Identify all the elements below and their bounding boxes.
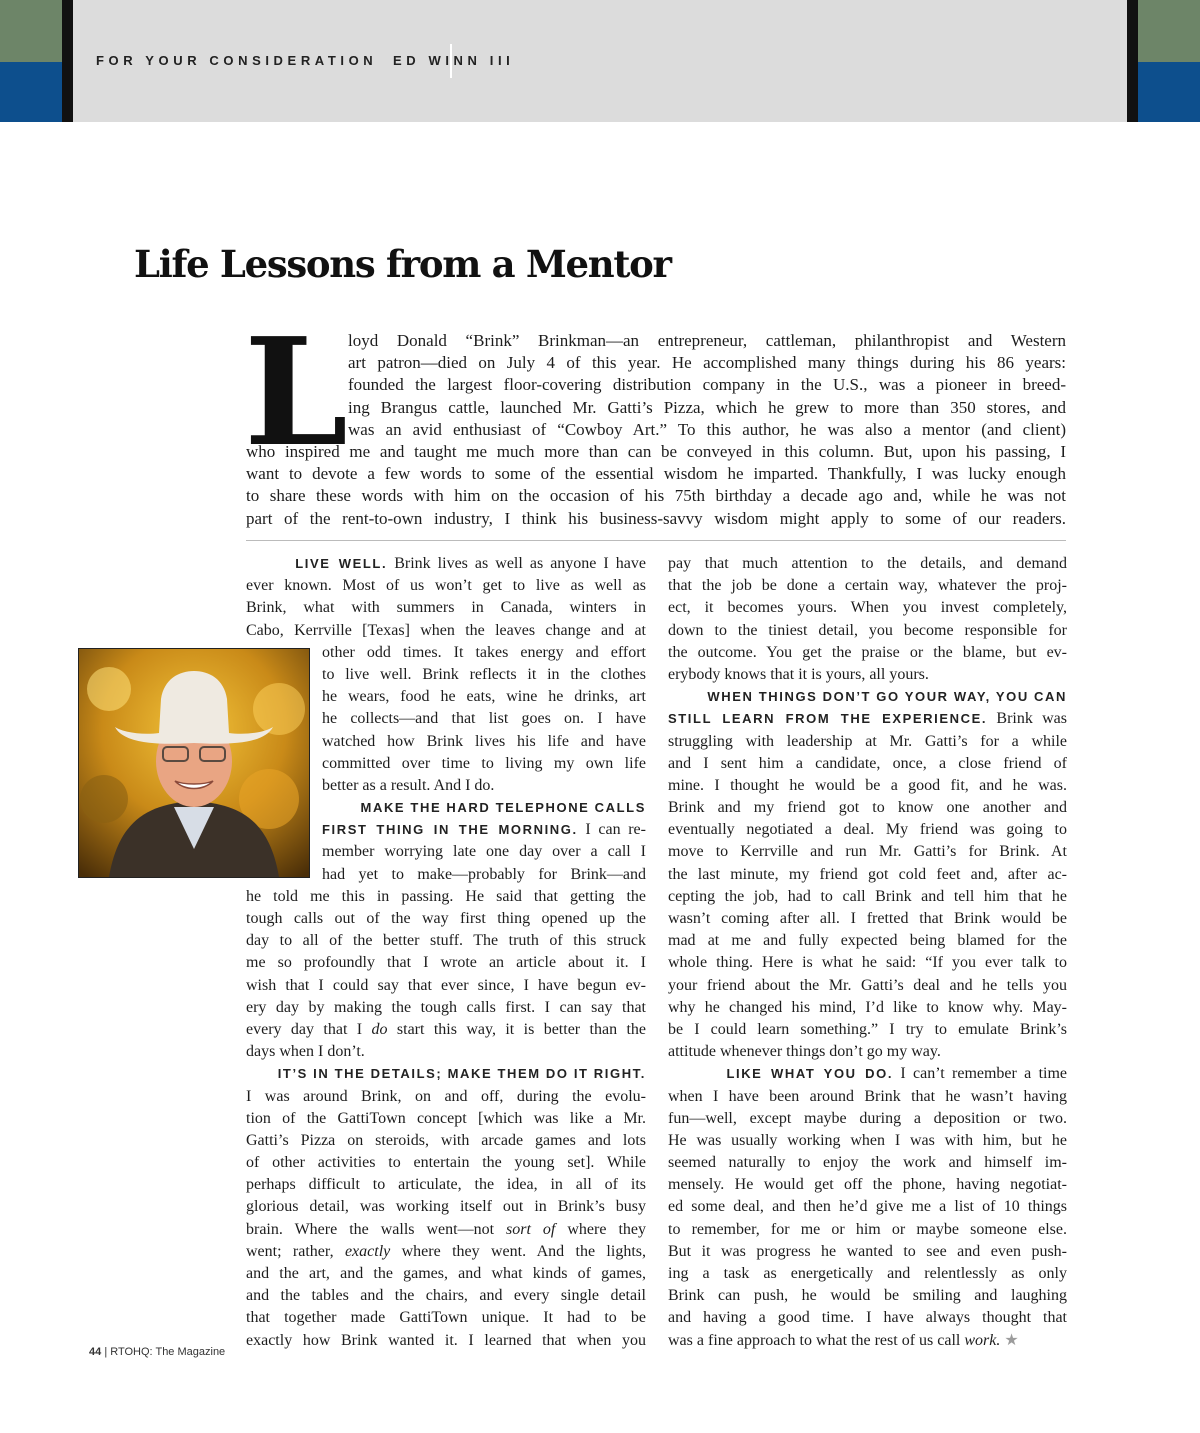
text-line: fun—well, except maybe during a deposition or two. [668, 1109, 1067, 1127]
text-line: FIRST THING IN THE MORNING. I can re- [322, 821, 646, 839]
text-line: watched how Brink lives his life and have [322, 732, 646, 750]
page-header [73, 0, 1127, 122]
column-right [668, 553, 1067, 1352]
text-line: tion of the GattiTown concept [which was like a Mr. [246, 1109, 646, 1127]
header-bar-left [62, 0, 73, 122]
text-line: Brink, what with summers in Canada, winters in [246, 599, 646, 617]
text-line: brain. Where the walls went—not sort of where they [246, 1220, 647, 1238]
text-line: whole thing. Here is what he said: “If you ever talk to [668, 954, 1067, 972]
text-line: He was usually working when I was with him, but he [668, 1131, 1067, 1149]
text-line: glorious detail, was working itself out in Brink’s busy [246, 1198, 646, 1216]
text-line: eventually negotiated a deal. My friend was going to [668, 821, 1067, 839]
intro-divider [246, 540, 1066, 541]
text-line: he collects—and that list goes on. I have [322, 710, 646, 728]
text-line: to remember, for me or him or maybe someone else. [668, 1220, 1067, 1238]
text-line: ever known. Most of us won’t get to live as well as [246, 577, 646, 595]
column-left [246, 553, 646, 1352]
text-line: the outcome. You get the praise or the blame, but ev- [668, 643, 1067, 661]
text-line: the last minute, my friend got cold feet and, after ac- [668, 865, 1067, 883]
corner-band-blue-right [1138, 62, 1200, 122]
text-line: member worrying late one day over a call I [322, 843, 646, 861]
text-line: and the tables and the chairs, and every single detail [246, 1287, 646, 1305]
text-line: down to the tiniest detail, you become responsible for [668, 621, 1067, 639]
header-bar-right [1127, 0, 1138, 122]
end-star-icon: ★ [1004, 1331, 1019, 1349]
text-line: day to all of the better stuff. The truth of this struck [246, 932, 646, 950]
text-line: your friend about the Mr. Gatti’s deal and he tells you [668, 976, 1067, 994]
author-label: ED WINN III [393, 53, 515, 68]
text-line: mine. I thought he would be a good fit, and he was. [668, 776, 1067, 794]
page-number: 44 [89, 1346, 102, 1358]
heading-things: WHEN THINGS DON’T GO YOUR WAY, YOU CAN [707, 689, 1067, 705]
intro-line: who inspired me and taught me much more than can be conveyed in this column. But, upon his passing, I [246, 441, 1066, 461]
text-line: be I could learn something.” I try to emulate Brink’s [668, 1020, 1067, 1038]
text-line: ed some deal, and then he’d give me a list of 10 things [668, 1198, 1067, 1216]
text-line: seemed naturally to enjoy the work and himself im- [668, 1154, 1067, 1172]
text-line: struggling with leadership at Mr. Gatti’s for a while [668, 732, 1067, 750]
article-title: Life Lessons from a Mentor [134, 242, 671, 286]
text-line: ing a task as energetically and relentlessly as only [668, 1265, 1067, 1282]
text-line: Brink can push, he would be smiling and laughing [668, 1287, 1067, 1305]
intro-line: ing Brangus cattle, launched Mr. Gatti’s Pizza, which he grew to more than 350 stores, and [348, 397, 1066, 417]
text-line: LIVE WELL. Brink lives as well as anyone I have [295, 555, 646, 572]
text-line: mad at me and fully expected being blamed for the [668, 932, 1067, 950]
text-line: me so profoundly that I wrote an article about it. I [246, 954, 646, 972]
intro-line: loyd Donald “Brink” Brinkman—an entrepreneur, cattleman, philanthropist and Western [348, 331, 1066, 350]
text-line: to live well. Brink reflects it in the clothes [322, 665, 646, 683]
text-line: days when I don’t. [246, 1043, 365, 1061]
text-line: wish that I could say that ever since, I have begun ev- [246, 976, 646, 994]
text-line: committed over time to living my own life [322, 754, 646, 772]
text-line: wasn’t coming after all. I fretted that Brink would be [668, 910, 1067, 927]
text-line: when I have been around Brink that he wasn’t having [668, 1087, 1067, 1105]
text-line: was a fine approach to what the rest of us call work. ★ [668, 1331, 1019, 1349]
text-line: LIKE WHAT YOU DO. I can’t remember a time [726, 1065, 1068, 1083]
text-line: tough calls out of the way first thing opened up the [246, 910, 646, 927]
text-line: every day that I do start this way, it is better than the [246, 1020, 646, 1038]
intro-paragraph [246, 330, 1066, 530]
text-line: he told me this in passing. He said that getting the [246, 887, 646, 905]
text-line: STILL LEARN FROM THE EXPERIENCE. Brink was [668, 710, 1067, 728]
page-footer [89, 1346, 225, 1358]
text-line: ery day by making the tough calls first. I can say that [246, 998, 646, 1016]
text-line: I was around Brink, on and off, during the evolu- [246, 1087, 646, 1105]
text-line: cepting the job, had to call Brink and tell him that he [668, 887, 1067, 905]
text-line: attitude whenever things don’t go my way. [668, 1043, 941, 1061]
drop-cap: L [244, 305, 349, 479]
heading-hard-calls-2: FIRST THING IN THE MORNING. [322, 822, 578, 838]
text-line: he wears, food he eats, wine he drinks, art [322, 688, 646, 706]
heading-things-2: STILL LEARN FROM THE EXPERIENCE. [668, 711, 988, 727]
text-line [246, 1063, 646, 1085]
footer-separator: | [104, 1346, 108, 1358]
corner-band-green-right [1138, 0, 1200, 62]
publication-name: RTOHQ: The Magazine [110, 1346, 226, 1358]
text-line [322, 797, 646, 819]
text-line: of other activities to entertain the young set]. While [246, 1154, 646, 1172]
heading-hard-calls: MAKE THE HARD TELEPHONE CALLS [360, 800, 646, 816]
text-line: other odd times. It takes energy and effort [322, 643, 646, 661]
text-line: that together made GattiTown unique. It had to be [246, 1309, 646, 1327]
text-line: mensely. He would get off the phone, having negotiat- [668, 1176, 1067, 1194]
corner-band-green-left [0, 0, 62, 62]
text-line [668, 686, 1067, 708]
heading-details: IT’S IN THE DETAILS; MAKE THEM DO IT RIGHT. [277, 1066, 646, 1082]
text-line: ect, it becomes yours. When you invest completely, [668, 599, 1067, 617]
text-line: and having a good time. I have always thought that [668, 1309, 1067, 1327]
heading-like: LIKE WHAT YOU DO. [726, 1066, 894, 1082]
text-line: pay that much attention to the details, and demand [668, 555, 1067, 572]
text-line: But it was progress he wanted to see and even push- [668, 1242, 1067, 1260]
text-line: perhaps difficult to articulate, the idea, in all of its [246, 1176, 646, 1194]
intro-line: part of the rent-to-own industry, I think his business-savvy wisdom might apply to some of our readers. [246, 508, 1066, 528]
text-line: and I sent him a candidate, once, a close friend of [668, 754, 1067, 772]
text-line: erybody knows that it is yours, all yours. [668, 665, 929, 683]
text-line: that the job be done a certain way, whatever the proj- [668, 577, 1067, 595]
text-line: Cabo, Kerrville [Texas] when the leaves change and at [246, 621, 646, 639]
text-line: why he changed his mind, I’d like to know why. May- [668, 998, 1067, 1016]
text-line: exactly how Brink wanted it. I learned that when you [246, 1331, 646, 1349]
intro-line: want to devote a few words to some of the essential wisdom he imparted. Thankfully, I was lucky enough [246, 464, 1066, 484]
text-line: move to Kerrville and run Mr. Gatti’s for Brink. At [668, 843, 1067, 861]
corner-band-blue-left [0, 62, 62, 122]
text-line: Brink and my friend got to know one another and [668, 799, 1067, 817]
intro-line: art patron—died on July 4 of this year. He accomplished many things during his 86 years: [348, 353, 1066, 373]
intro-line: was an avid enthusiast of “Cowboy Art.” To this author, he was also a mentor (and client) [348, 419, 1066, 439]
text-line: had yet to make—probably for Brink—and [322, 865, 646, 883]
section-label: FOR YOUR CONSIDERATION [96, 53, 378, 68]
intro-line: to share these words with him on the occasion of his 75th birthday a decade ago and, while he was not [246, 486, 1066, 506]
intro-line: founded the largest floor-covering distribution company in the U.S., was a pioneer in breed- [348, 375, 1066, 395]
text-line: Gatti’s Pizza on steroids, with arcade games and lots [246, 1131, 646, 1149]
heading-live-well: LIVE WELL. [295, 556, 388, 571]
text-line: went; rather, exactly where they went. And the lights, [246, 1242, 646, 1260]
text-line: and the art, and the games, and what kinds of games, [246, 1265, 646, 1282]
text-line: better as a result. And I do. [322, 776, 495, 794]
